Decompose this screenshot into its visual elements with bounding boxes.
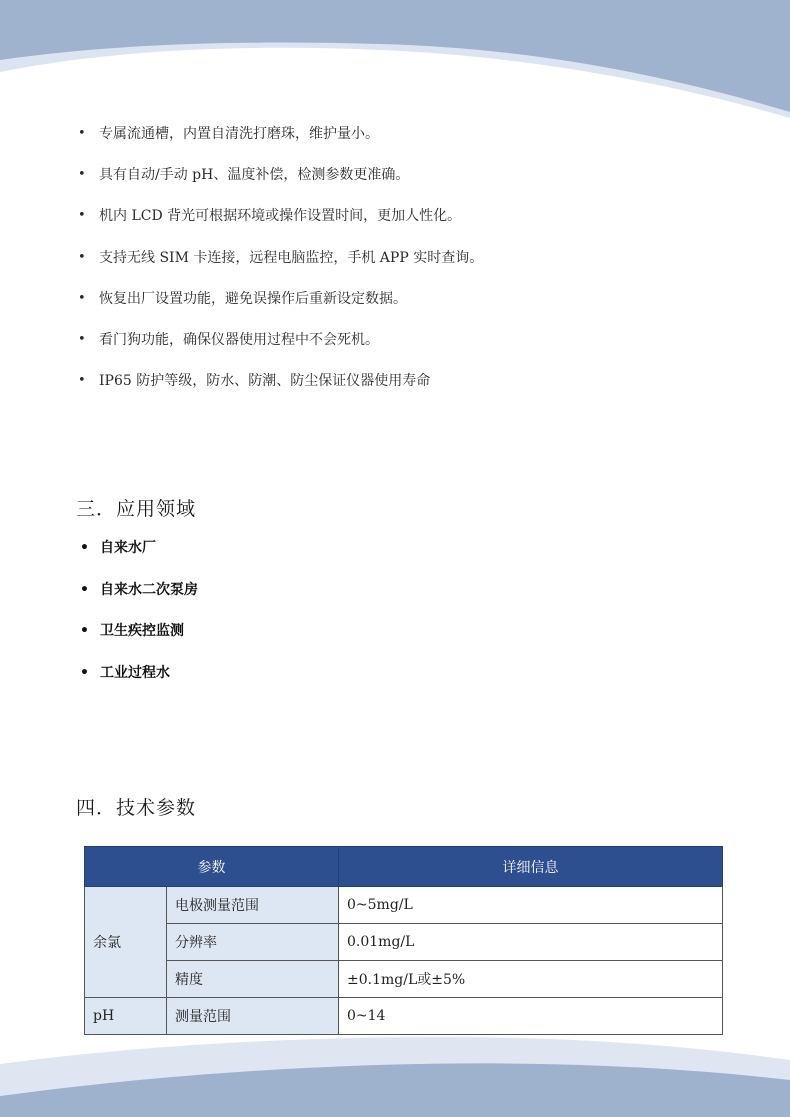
table-row [85,998,723,1035]
group-ph: pH [85,998,167,1035]
group-residual-chlorine: 余氯 [85,887,167,998]
bullet: • [80,581,89,598]
list-item [78,122,483,163]
list-item [78,204,483,245]
list-item [80,661,198,703]
list-item [80,578,198,620]
feature-text: 恢复出厂设置功能，避免误操作后重新设定数据。 [99,290,407,307]
application-text: 自来水厂 [100,540,156,556]
table-row [85,961,723,998]
table-row [85,924,723,961]
bullet: • [80,623,89,639]
bullet: • [78,167,86,183]
list-item [78,163,483,204]
feature-text: 支持无线 SIM 卡连接，远程电脑监控，手机 APP 实时查询。 [99,249,484,266]
value-cell: ±0.1mg/L或±5% [339,961,723,998]
bullet: • [78,290,86,306]
header-param: 参数 [85,847,339,887]
value-cell: 0~5mg/L [339,887,723,924]
feature-text: 具有自动/手动 pH、温度补偿，检测参数更准确。 [99,167,410,184]
bullet: • [78,208,86,224]
value-cell: 0.01mg/L [339,924,723,961]
bullet: • [78,373,86,389]
table-row [85,887,723,924]
feature-list [78,122,483,410]
application-text: 卫生疾控监测 [100,623,184,639]
header-detail: 详细信息 [339,847,723,887]
spec-table [84,846,723,1035]
feature-text: 机内 LCD 背光可根据环境或操作设置时间，更加人性化。 [99,208,462,225]
list-item [78,369,483,410]
param-cell: 精度 [167,961,339,998]
list-item [80,619,198,661]
bullet: • [78,331,86,347]
application-text: 自来水二次泵房 [100,581,198,598]
feature-text: 专属流通槽，内置自清洗打磨珠，维护量小。 [99,126,379,142]
application-list [80,536,198,702]
bullet: • [78,249,86,265]
param-cell: 测量范围 [167,998,339,1035]
feature-text: 看门狗功能，确保仪器使用过程中不会死机。 [99,331,379,348]
bullet: • [78,126,86,141]
param-cell: 分辨率 [167,924,339,961]
table-header-row [85,847,723,887]
list-item [78,287,483,328]
section-title-applications: 三．应用领域 [76,498,197,520]
section-title-specs: 四．技术参数 [76,797,197,819]
list-item [78,246,483,287]
bullet: • [80,540,89,556]
feature-text: IP65 防护等级，防水、防潮、防尘保证仪器使用寿命 [99,373,431,390]
param-cell: 电极测量范围 [167,887,339,924]
list-item [78,328,483,369]
value-cell: 0~14 [339,998,723,1035]
application-text: 工业过程水 [100,664,170,681]
bullet: • [80,664,89,681]
list-item [80,536,198,578]
